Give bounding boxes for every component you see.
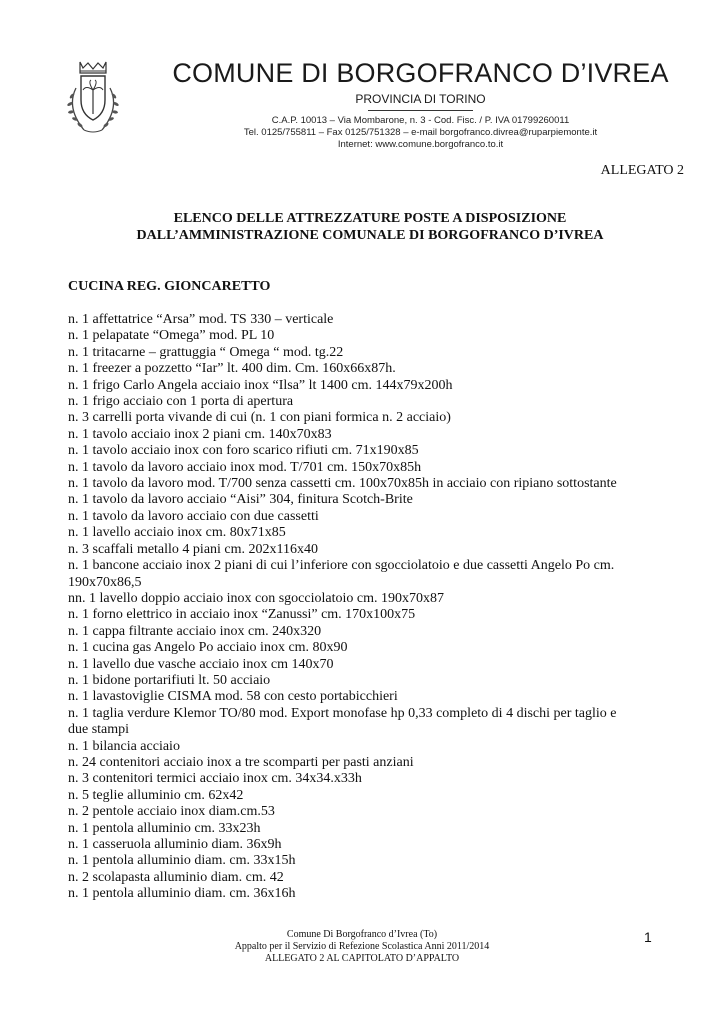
attachment-label: ALLEGATO 2: [600, 163, 684, 178]
list-item: n. 1 cucina gas Angelo Po acciaio inox cm. 80x90: [68, 640, 348, 656]
list-item: n. 24 contenitori acciaio inox a tre scomparti per pasti anziani: [68, 754, 414, 770]
list-item: n. 1 tavolo da lavoro acciaio con due cassetti: [68, 508, 319, 524]
list-item: n. 5 teglie alluminio cm. 62x42: [68, 787, 244, 803]
document-title-line-2: DALL’AMMINISTRAZIONE COMUNALE DI BORGOFRANCO D’IVREA: [136, 228, 604, 243]
list-item: n. 3 carrelli porta vivande di cui (n. 1 con piani formica n. 2 acciaio): [68, 410, 451, 426]
list-item: n. 2 scolapasta alluminio diam. cm. 42: [68, 869, 284, 885]
list-item: n. 1 pentola alluminio cm. 33x23h: [68, 820, 261, 836]
website-line: Internet: www.comune.borgofranco.to.it: [337, 139, 504, 150]
province-name: PROVINCIA DI TORINO: [355, 92, 486, 106]
list-item: n. 1 tavolo da lavoro mod. T/700 senza cassetti cm. 100x70x85h in acciaio con ripiano sottostante: [68, 476, 617, 492]
list-item: n. 1 bilancia acciaio: [68, 738, 180, 754]
footer-line-3: ALLEGATO 2 AL CAPITOLATO D’APPALTO: [264, 953, 460, 964]
list-item: n. 3 scaffali metallo 4 piani cm. 202x116x40: [68, 541, 319, 557]
list-item: n. 1 cappa filtrante acciaio inox cm. 240x320: [68, 623, 322, 639]
list-item: n. 1 pentola alluminio diam. cm. 33x15h: [68, 853, 296, 869]
list-item: n. 1 lavello acciaio inox cm. 80x71x85: [68, 525, 286, 541]
page-number: 1: [644, 929, 652, 945]
equipment-list: [68, 312, 688, 903]
list-item: n. 1 affettatrice “Arsa” mod. TS 330 – verticale: [68, 312, 334, 327]
document-title-line-1: ELENCO DELLE ATTREZZATURE POSTE A DISPOSIZIONE: [173, 211, 567, 226]
list-item: n. 1 lavello due vasche acciaio inox cm 140x70: [68, 656, 334, 672]
header-divider: [368, 110, 473, 111]
list-item: n. 1 tavolo acciaio inox 2 piani cm. 140x70x83: [68, 426, 332, 442]
list-item: n. 2 pentole acciaio inox diam.cm.53: [68, 804, 275, 820]
contact-line: Tel. 0125/755811 – Fax 0125/751328 – e-mail borgofranco.divrea@ruparpiemonte.it: [243, 127, 598, 138]
list-item: n. 1 pelapatate “Omega” mod. PL 10: [68, 328, 275, 344]
list-item: n. 1 frigo acciaio con 1 porta di apertura: [68, 394, 294, 410]
list-item: n. 1 tavolo acciaio inox con foro scarico rifiuti cm. 71x190x85: [68, 443, 419, 459]
list-item: nn. 1 lavello doppio acciaio inox con sgocciolatoio cm. 190x70x87: [68, 590, 444, 606]
list-item: n. 1 tavolo da lavoro acciaio “Aisi” 304, finitura Scotch-Brite: [68, 492, 413, 508]
list-item: n. 1 bancone acciaio inox 2 piani di cui l’inferiore con sgocciolatoio e due cassetti Angelo Po cm.: [68, 558, 615, 574]
list-item: n. 3 contenitori termici acciaio inox cm. 34x34.x33h: [68, 771, 362, 787]
list-item: n. 1 tritacarne – grattuggia “ Omega “ mod. tg.22: [68, 344, 344, 360]
list-item: n. 1 tavolo da lavoro acciaio inox mod. T/701 cm. 150x70x85h: [68, 459, 422, 475]
footer-line-2: Appalto per il Servizio di Refezione Scolastica Anni 2011/2014: [234, 941, 490, 952]
list-item: n. 1 taglia verdure Klemor TO/80 mod. Export monofase hp 0,33 completo di 4 dischi per taglio e: [68, 705, 617, 721]
list-item: n. 1 forno elettrico in acciaio inox “Zanussi” cm. 170x100x75: [68, 607, 416, 623]
address-line: C.A.P. 10013 – Via Mombarone, n. 3 - Cod. Fisc. / P. IVA 01799260011: [271, 115, 570, 126]
list-item: n. 1 pentola alluminio diam. cm. 36x16h: [68, 886, 296, 902]
list-item: n. 1 freezer a pozzetto “Iar” lt. 400 dim. Cm. 160x66x87h.: [68, 361, 396, 377]
list-item: n. 1 frigo Carlo Angela acciaio inox “Ilsa” lt 1400 cm. 144x79x200h: [68, 377, 453, 393]
list-item: n. 1 bidone portarifiuti lt. 50 acciaio: [68, 672, 271, 688]
list-item: due stampi: [68, 722, 130, 738]
municipality-name: COMUNE DI BORGOFRANCO D’IVREA: [172, 58, 669, 88]
list-item: n. 1 lavastoviglie CISMA mod. 58 con cesto portabicchieri: [68, 689, 398, 705]
section-title: CUCINA REG. GIONCARETTO: [68, 279, 271, 294]
footer-line-1: Comune Di Borgofranco d’Ivrea (To): [286, 929, 438, 940]
list-item: n. 1 casseruola alluminio diam. 36x9h: [68, 837, 282, 852]
list-item: 190x70x86,5: [68, 574, 142, 590]
coat-of-arms-icon: [58, 58, 128, 138]
